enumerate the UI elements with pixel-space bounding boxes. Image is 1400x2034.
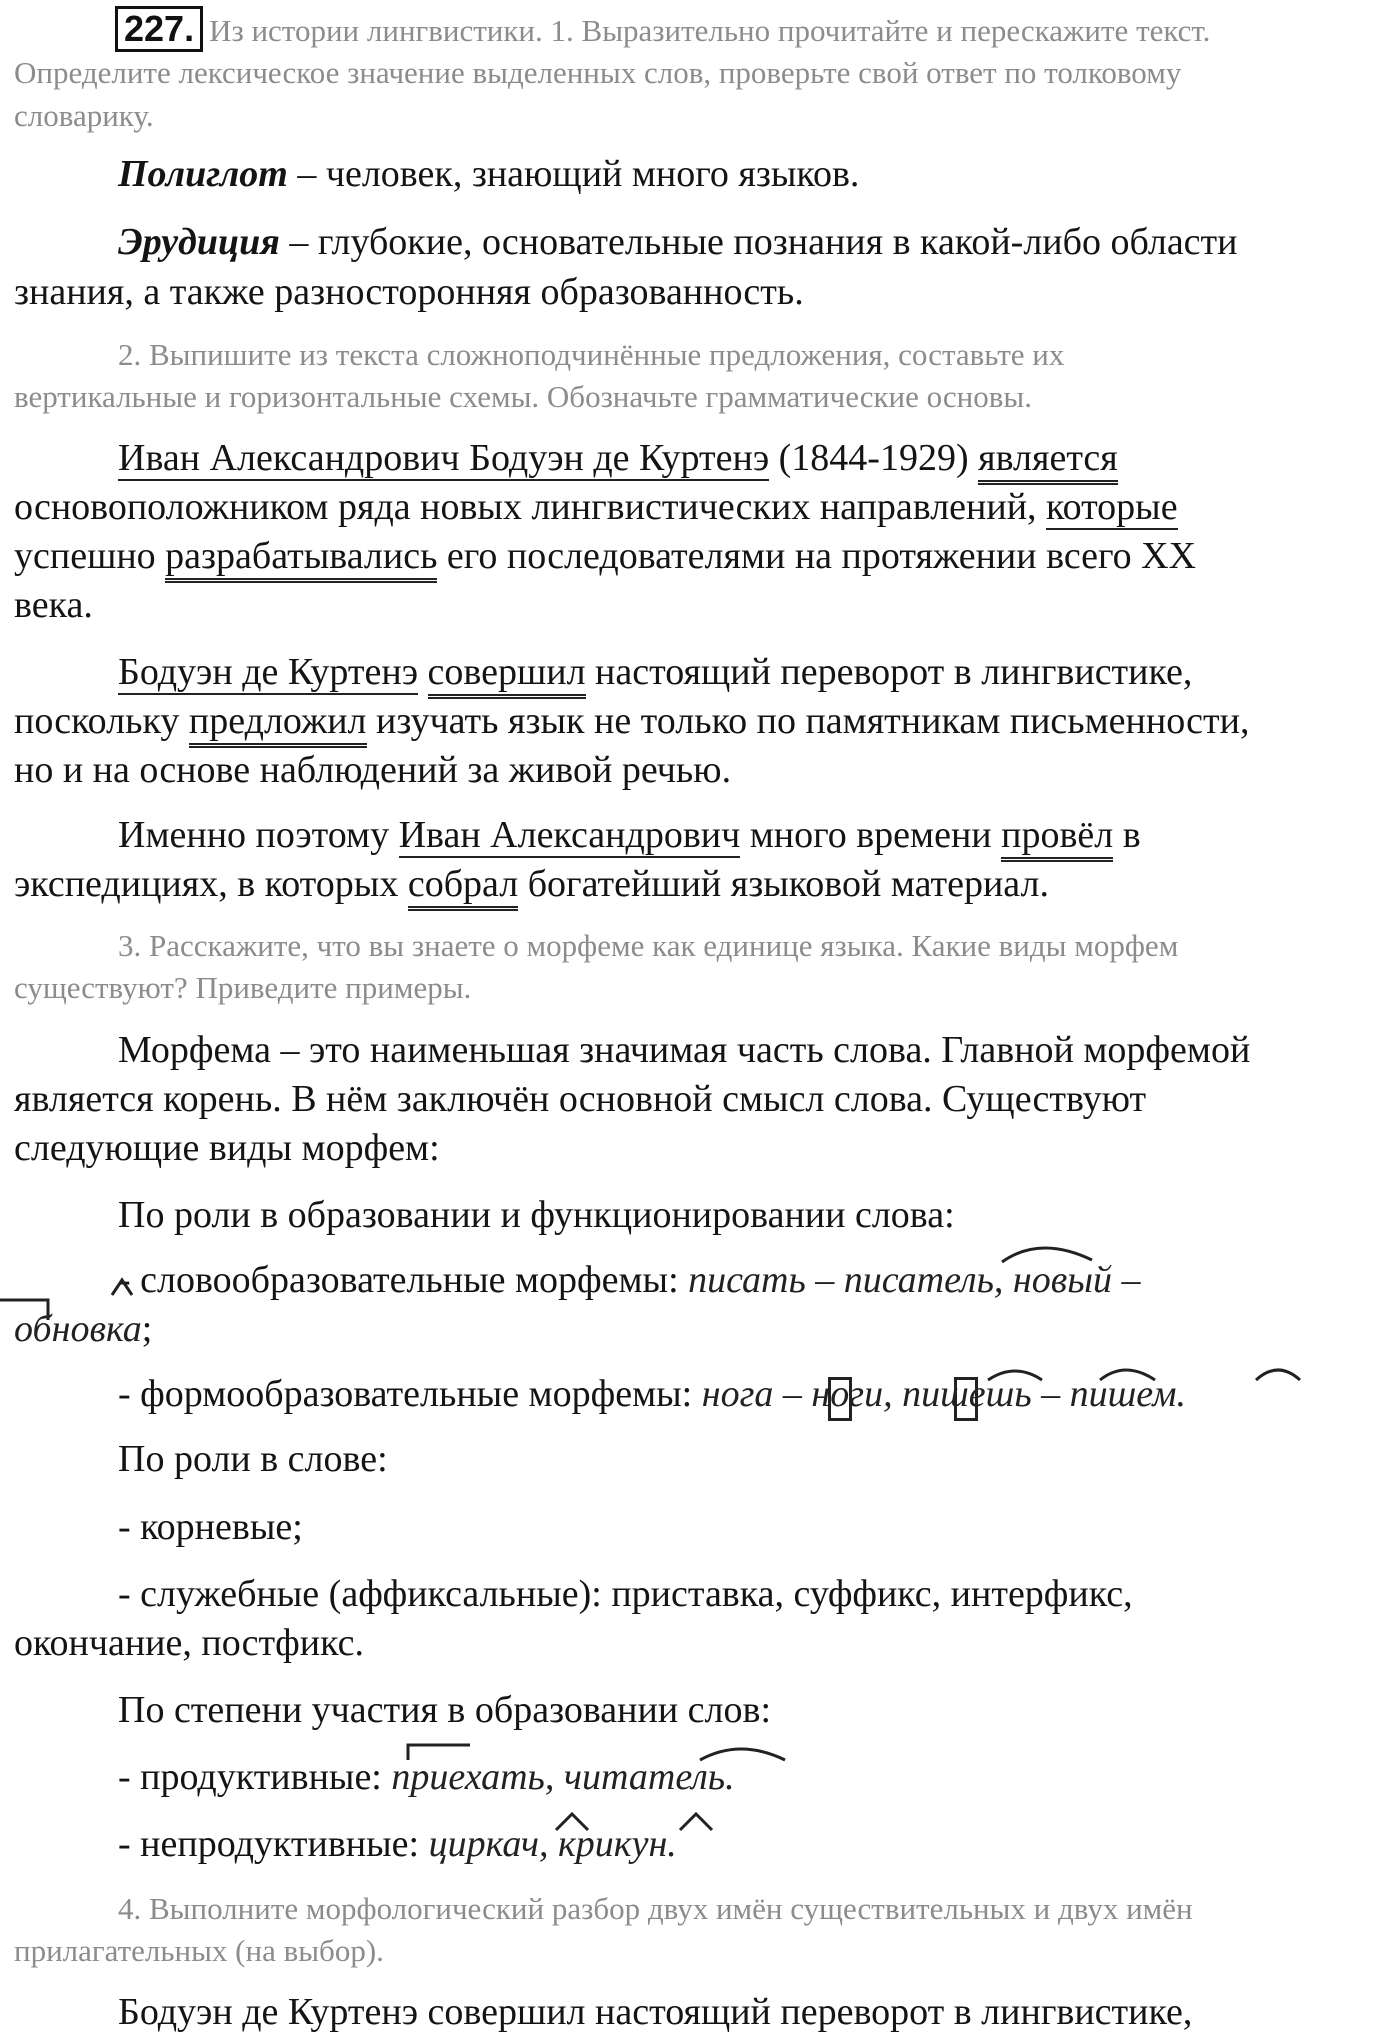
definition-polyglot: Полиглот – человек, знающий много языков. [118,153,860,195]
para1-line2: основоположником ряда новых лингвистических направлений, которые [14,486,1178,528]
affix-line1: - служебные (аффиксальные): приставка, суффикс, интерфикс, [118,1573,1133,1615]
definition-erudition: Эрудиция – глубокие, основательные познания в какой-либо области [118,221,1238,263]
morpheme-line3: следующие виды морфем: [14,1127,440,1169]
inflectional-line: - формообразовательные морфемы: нога – ноги, пишешь – пишем. [118,1373,1186,1415]
task-2-line-2: вертикальные и горизонтальные схемы. Обозначьте грамматические основы. [14,379,1032,414]
derivational-line: - словообразовательные морфемы: писать – писатель, новый – [118,1259,1141,1301]
para2-line2: поскольку предложил изучать язык не только по памятникам письменности, [14,699,1249,743]
task-1-line-3: словарику. [14,98,154,133]
task-1-line-1: Из истории лингвистики. 1. Выразительно прочитайте и перескажите текст. [209,13,1211,48]
affix-line2: окончание, постфикс. [14,1622,364,1664]
para1-line4: века. [14,584,93,626]
morpheme-line1: Морфема – это наименьшая значимая часть слова. Главной морфемой [118,1029,1251,1071]
root-item: - корневые; [118,1506,303,1548]
suffix-arc-icon [1256,1370,1300,1380]
prefix-mark-icon [0,1300,48,1320]
term-erudition: Эрудиция [118,221,280,263]
suffix-arc-icon [680,1814,712,1830]
task-1-line-2: Определите лексическое значение выделенных слов, проверьте свой ответ по толковому [14,55,1182,90]
suffix-arc-icon [988,1371,1042,1380]
task-4-line-2: прилагательных (на выбор). [14,1933,384,1968]
task-4-line-1: 4. Выполните морфологический разбор двух имён существительных и двух имён [118,1891,1193,1926]
term-polyglot: Полиглот [118,153,288,195]
para1-line3: успешно разрабатывались его последователями на протяжении всего XX [14,534,1196,578]
role-formation-heading: По роли в образовании и функционировании слова: [118,1194,955,1236]
suffix-arc-icon [1100,1370,1155,1380]
task-2-line-1: 2. Выпишите из текста сложноподчинённые предложения, составьте их [118,337,1065,372]
exercise-number: 227. [115,6,203,52]
suffix-arc-icon [556,1814,588,1830]
task-3-line-2: существуют? Приведите примеры. [14,970,472,1005]
suffix-arc-icon [1002,1248,1092,1262]
ending-box-icon [828,1377,852,1421]
unproductive-line: - непродуктивные: циркач, крикун. [118,1823,677,1865]
para3-line1: Именно поэтому Иван Александрович много времени провёл в [118,813,1141,857]
final-line: Бодуэн де Куртенэ совершил настоящий переворот в лингвистике, [118,1991,1193,2033]
prefix-mark-icon [408,1745,470,1760]
task-3-line-1: 3. Расскажите, что вы знаете о морфеме как единице языка. Какие виды морфем [118,928,1179,963]
para3-line2: экспедициях, в которых собрал богатейший языковой материал. [14,862,1049,906]
para1-line1: Иван Александрович Бодуэн де Куртенэ (1844-1929) является [118,436,1118,480]
para2-line1: Бодуэн де Куртенэ совершил настоящий переворот в лингвистике, [118,650,1192,694]
suffix-arc-icon [112,1280,132,1295]
productive-line: - продуктивные: приехать, читатель. [118,1756,735,1798]
para2-line3: но и на основе наблюдений за живой речью. [14,749,732,791]
degree-heading: По степени участия в образовании слов: [118,1689,771,1731]
morpheme-line2: является корень. В нём заключён основной смысл слова. Существуют [14,1078,1147,1120]
derivational-line2: обновка; [14,1308,153,1350]
role-in-word-heading: По роли в слове: [118,1438,388,1480]
ending-box-icon [954,1377,978,1421]
definition-erudition-cont: знания, а также разносторонняя образованность. [14,271,804,313]
suffix-arc-icon [700,1749,785,1760]
